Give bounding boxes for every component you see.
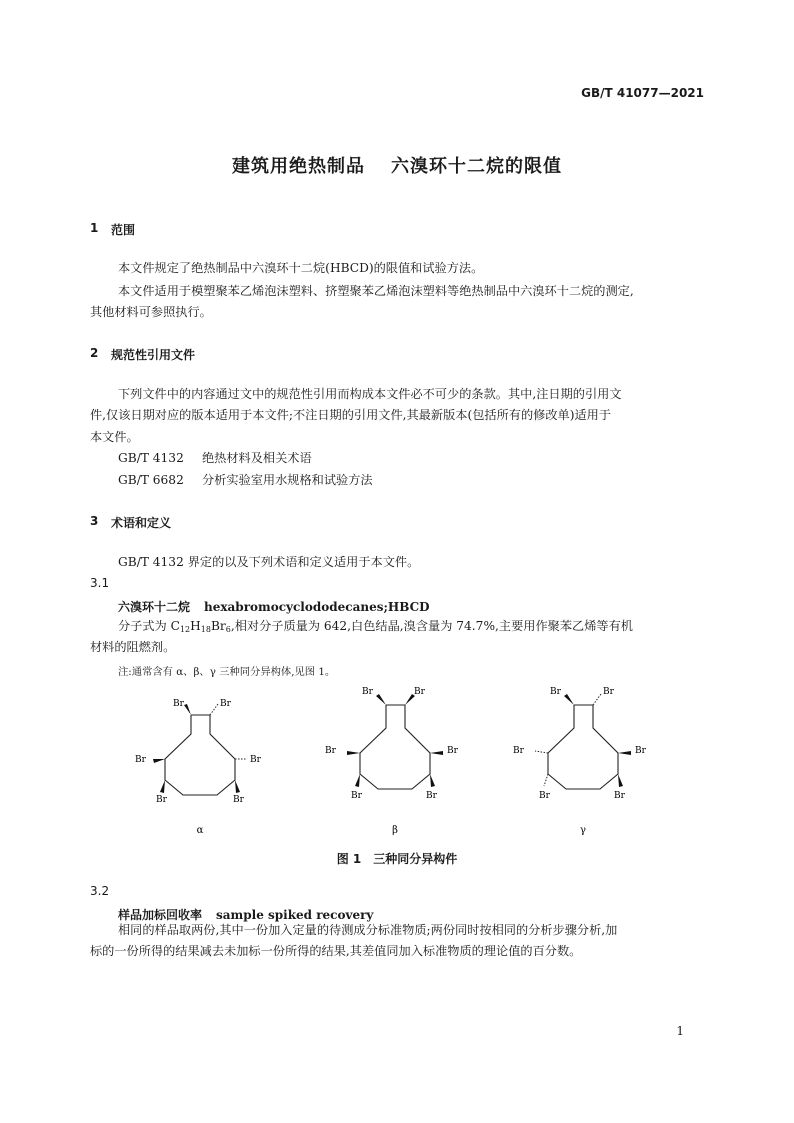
section-2-paragraph-line-1: 下列文件中的内容通过文中的规范性引用而构成本文件必不可少的条款。其中,注日期的引用文 xyxy=(118,387,622,401)
title-part2: 六溴环十二烷的限值 xyxy=(391,156,562,177)
br-label: Br xyxy=(550,687,561,697)
br-label: Br xyxy=(135,755,146,765)
br-label: Br xyxy=(220,699,231,709)
br-label: Br xyxy=(156,795,167,805)
br-label: Br xyxy=(173,699,184,709)
br-label: Br xyxy=(539,791,550,801)
br-label: Br xyxy=(362,687,373,697)
section-2-number: 2 xyxy=(90,346,99,360)
br-label: Br xyxy=(447,746,458,756)
figure-caption: 图 1 三种同分异构件 xyxy=(336,852,458,866)
section-2-paragraph-line-3: 本文件。 xyxy=(90,430,139,444)
br-label: Br xyxy=(325,746,336,756)
term-3-2-definition-line-1: 相同的样品取两份,其中一份加入定量的待测成分标准物质;两份同时按相同的分析步骤分析,加 xyxy=(118,923,618,937)
br-label: Br xyxy=(603,687,614,697)
title-part1: 建筑用绝热制品 xyxy=(232,156,365,177)
reference-code: GB/T 4132 xyxy=(118,451,184,465)
section-2-title: 规范性引用文件 xyxy=(111,348,196,362)
reference-item xyxy=(118,470,373,491)
standard-id: GB/T 41077—2021 xyxy=(581,86,704,100)
alpha-isomer-structure xyxy=(135,699,262,836)
section-1-title: 范围 xyxy=(111,223,136,237)
term-3-1-note: 注:通常含有 α、β、γ 三种同分异构体,见图 1。 xyxy=(118,666,336,678)
br-label: Br xyxy=(233,795,244,805)
term-3-1-number: 3.1 xyxy=(90,576,110,590)
br-label: Br xyxy=(414,687,425,697)
section-1-paragraph-1: 本文件规定了绝热制品中六溴环十二烷(HBCD)的限值和试验方法。 xyxy=(118,261,484,275)
term-3-1-heading xyxy=(118,596,430,615)
isomer-label-alpha: α xyxy=(196,825,204,836)
section-3-title: 术语和定义 xyxy=(111,516,172,530)
term-3-2-zh: 样品加标回收率 xyxy=(118,908,203,922)
isomer-label-beta: β xyxy=(392,825,398,836)
term-3-1-definition-line-1: 分子式为 $C_{12}H_{18}Br_6$,相对分子质量为 642,白色结晶,溴含量为 74.7%,主要用作聚苯乙烯等有机 xyxy=(118,619,633,634)
reference-title: 分析实验室用水规格和试验方法 xyxy=(202,473,373,487)
reference-item xyxy=(118,448,312,469)
section-1-paragraph-2-line-2: 其他材料可参照执行。 xyxy=(90,305,212,319)
section-3-number: 3 xyxy=(90,514,99,528)
section-2-paragraph-line-2: 件,仅该日期对应的版本适用于本文件;不注日期的引用文件,其最新版本(包括所有的修改单)适用于 xyxy=(90,408,612,422)
term-3-2-definition-line-2: 标的一份所得的结果减去未加标一份所得的结果,其差值同加入标准物质的理论值的百分数。 xyxy=(90,944,582,958)
br-label: Br xyxy=(426,791,437,801)
section-1-number: 1 xyxy=(90,221,99,235)
reference-code: GB/T 6682 xyxy=(118,473,184,487)
isomer-label-gamma: γ xyxy=(580,825,586,836)
reference-title: 绝热材料及相关术语 xyxy=(202,451,312,465)
gamma-isomer-structure xyxy=(513,687,647,836)
hbcd-isomers-figure xyxy=(100,680,700,845)
term-3-1-en: hexabromocyclododecanes;HBCD xyxy=(204,600,430,614)
section-3-intro: GB/T 4132 界定的以及下列术语和定义适用于本文件。 xyxy=(118,555,420,569)
document-title xyxy=(0,152,794,178)
br-label: Br xyxy=(614,791,625,801)
br-label: Br xyxy=(351,791,362,801)
term-3-2-en: sample spiked recovery xyxy=(216,908,374,922)
br-label: Br xyxy=(635,746,646,756)
page-number: 1 xyxy=(676,1024,684,1038)
br-label: Br xyxy=(250,755,261,765)
term-3-1-definition-line-2: 材料的阻燃剂。 xyxy=(90,640,176,654)
beta-isomer-structure xyxy=(325,687,459,836)
term-3-1-zh: 六溴环十二烷 xyxy=(118,600,191,614)
section-1-paragraph-2-line-1: 本文件适用于模塑聚苯乙烯泡沫塑料、挤塑聚苯乙烯泡沫塑料等绝热制品中六溴环十二烷的测定, xyxy=(118,284,634,298)
br-label: Br xyxy=(513,746,524,756)
term-3-2-number: 3.2 xyxy=(90,884,110,898)
